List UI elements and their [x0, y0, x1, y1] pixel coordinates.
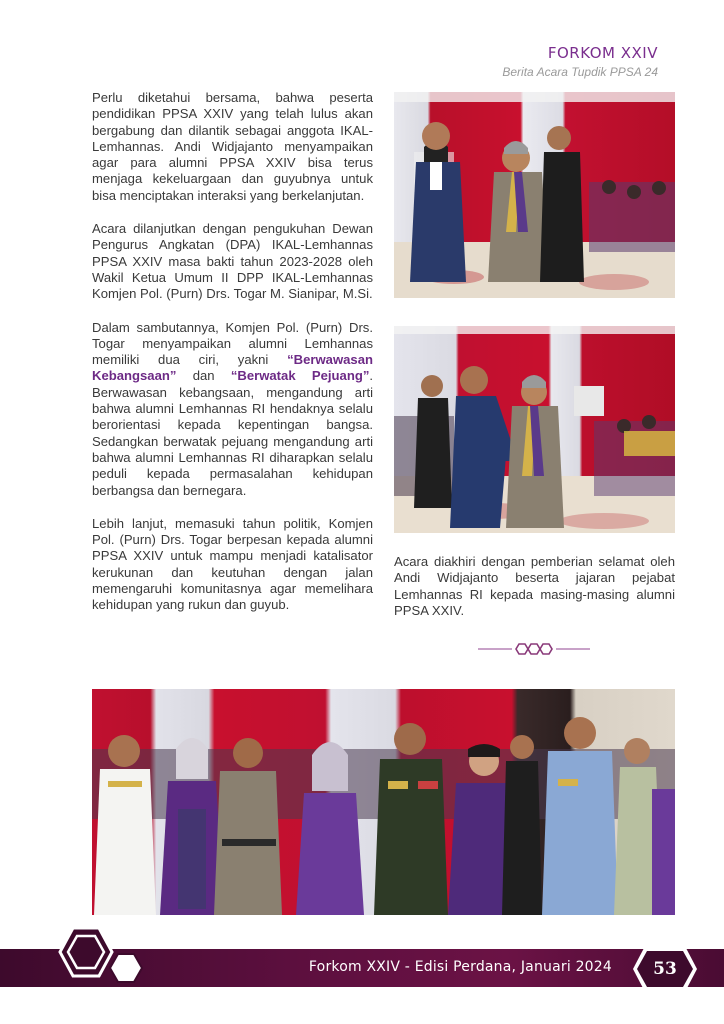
paragraph-1: Perlu diketahui bersama, bahwa peserta pendidikan PPSA XXIV yang telah lulus akan bergabung dan dilantik sebagai anggota IKAL-Lemhannas. Andi Widjajanto menyampaikan agar para alumni PPSA XXIV bisa terus menjaga kekeluargaan dan guyubnya untuk bisa menciptakan interaksi yang berkelanjutan. [92, 90, 373, 203]
paragraph-3-part-c: . Berwawasan kebangsaan, mengandung arti bahwa alumni Lemhannas RI hendaknya selalu berorientasi kepada kepentingan bangsa. Sedangkan berwatak pejuang mengandung arti bahwa alumni Lemhannas RI diharapkan selalu peduli kepada permasalahan kehidupan berbangsa dan bernegara. [92, 368, 374, 498]
closing-paragraph: Acara diakhiri dengan pemberian selamat oleh Andi Widjajanto beserta jajaran pejabat Lemhannas RI kepada masing-masing alumni PPSA XXIV. [394, 554, 675, 618]
paragraph-3-part-b: dan [176, 368, 231, 384]
paragraph-4: Lebih lanjut, memasuki tahun politik, Komjen Pol. (Purn) Drs. Togar berpesan kepada alumni PPSA XXIV untuk mampu menjadi katalisator kerukunan dan keutuhan dengan jalan memengaruhi komunitasnya agar memelihara kehidupan yang rukun dan guyub. [92, 515, 373, 613]
paragraph-3-part-a: Dalam sambutannya, Komjen Pol. (Purn) Drs. Togar menyampaikan alumni Lemhannas memiliki dua ciri, yakni [92, 319, 373, 368]
section-subtitle: Berita Acara Tupdik PPSA 24 [502, 65, 658, 79]
photo-group-officers [92, 689, 675, 915]
magazine-name: FORKOM XXIV [547, 44, 658, 62]
paragraph-2: Acara dilanjutkan dengan pengukuhan Dewan Pengurus Angkatan (DPA) IKAL-Lemhannas PPSA XXIV masa bakti tahun 2023-2028 oleh Wakil Ketua Umum II DPP IKAL-Lemhannas Komjen Pol. (Purn) Drs. Togar M. Sianipar, M.Si. [92, 221, 373, 302]
photo-medal-ceremony [394, 92, 675, 298]
highlight-berwatak: “Berwatak Pejuang” [230, 368, 370, 384]
highlight-berwawasan: “Berwawasan Kebangsaan” [92, 352, 373, 384]
page-header [502, 44, 658, 79]
photo-handshake [394, 326, 675, 533]
hexagon-divider-icon [478, 641, 590, 657]
hexagon-page-badge-icon [632, 946, 698, 992]
left-text-column [92, 90, 373, 631]
hexagon-ornament-icon [56, 924, 148, 988]
paragraph-3 [92, 320, 373, 499]
right-text-column [394, 554, 675, 619]
footer-edition: Forkom XXIV - Edisi Perdana, Januari 2024 [308, 959, 612, 975]
page-number: 53 [653, 959, 677, 979]
